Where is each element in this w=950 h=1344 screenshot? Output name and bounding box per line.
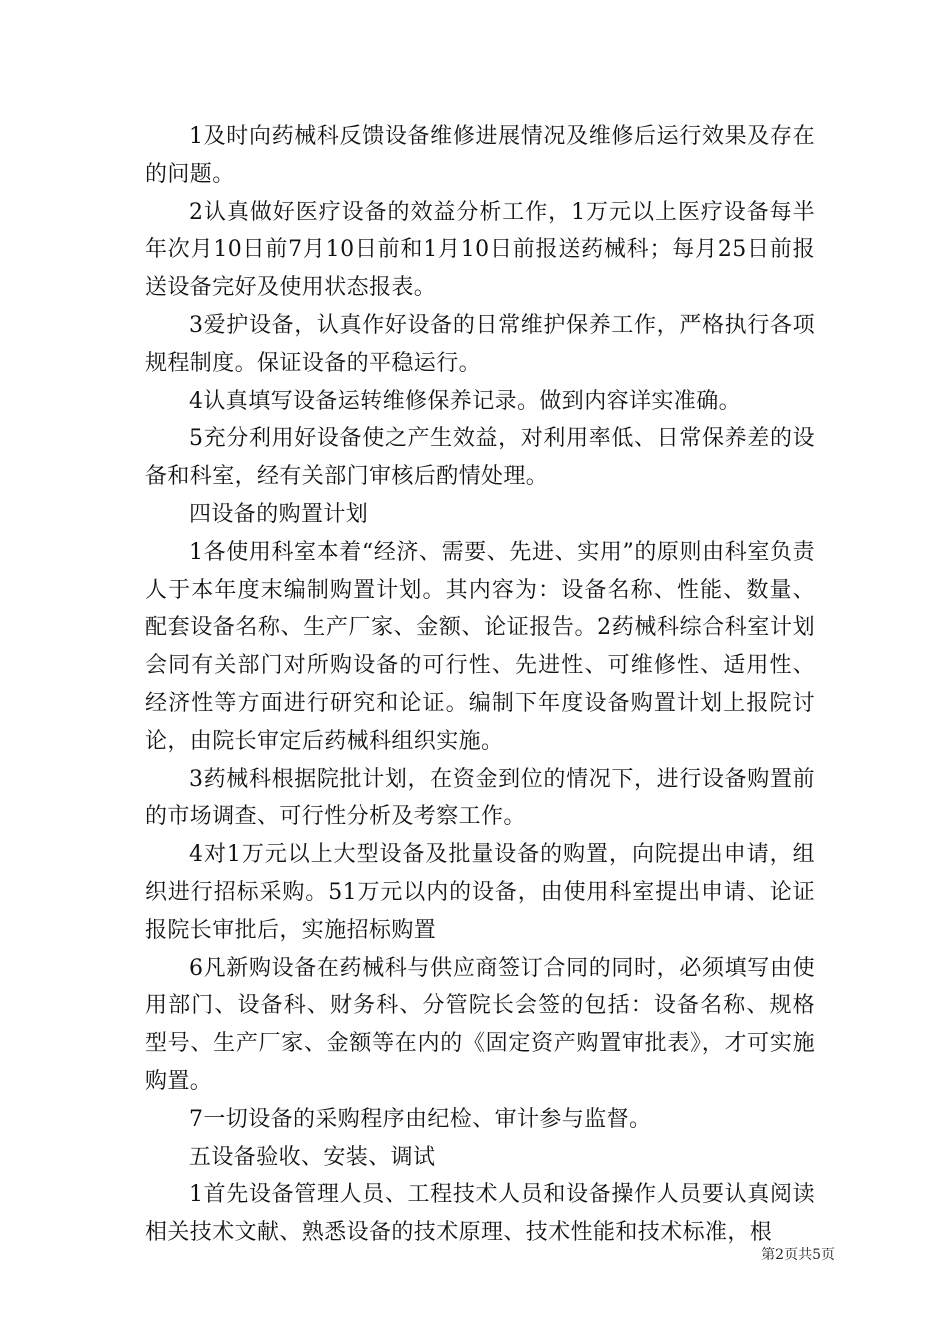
paragraph-6: 1各使用科室本着“经济、需要、先进、实用”的原则由科室负责人于本年度末编制购置计划。其内容为：设备名称、性能、数量、配套设备名称、生产厂家、金额、论证报告。2药械科综合科室计划会同有关部门对所购设备的可行性、先进性、可维修性、适用性、经济性等方面进行研究和论证。编制下年度设备购置计划上报院讨论，由院长审定后药械科组织实施。	[145, 539, 815, 754]
paragraph-10: 7一切设备的采购程序由纪检、审计参与监督。	[189, 1106, 652, 1132]
page-number: 第2页共5页	[761, 1247, 835, 1263]
paragraph-3: 3爱护设备，认真作好设备的日常维护保养工作，严格执行各项规程制度。保证设备的平稳运行。	[145, 312, 815, 376]
paragraph-2: 2认真做好医疗设备的效益分析工作，1万元以上医疗设备每半年次月10日前7月10日前和1月10日前报送药械科；每月25日前报送设备完好及使用状态报表。	[145, 199, 815, 301]
paragraph-4: 4认真填写设备运转维修保养记录。做到内容详实准确。	[189, 388, 741, 414]
paragraph-8: 4对1万元以上大型设备及批量设备的购置，向院提出申请，组织进行招标采购。51万元以内的设备，由使用科室提出申请、论证报院长审批后，实施招标购置	[145, 842, 815, 943]
section-heading-4: 四设备的购置计划	[189, 501, 369, 527]
paragraph-7: 3药械科根据院批计划，在资金到位的情况下，进行设备购置前的市场调查、可行性分析及考察工作。	[145, 766, 815, 830]
paragraph-9: 6凡新购设备在药械科与供应商签订合同的同时，必须填写由使用部门、设备科、财务科、分管院长会签的包括：设备名称、规格型号、生产厂家、金额等在内的《固定资产购置审批表》，才可实施购置。	[145, 955, 815, 1094]
paragraph-11: 1首先设备管理人员、工程技术人员和设备操作人员要认真阅读相关技术文献、熟悉设备的技术原理、技术性能和技术标准，根	[145, 1182, 815, 1246]
section-heading-5: 五设备验收、安装、调试	[189, 1144, 436, 1170]
document-body	[145, 118, 815, 1252]
paragraph-5: 5充分利用好设备使之产生效益，对利用率低、日常保养差的设备和科室，经有关部门审核后酌情处理。	[145, 426, 815, 490]
paragraph-1: 1及时向药械科反馈设备维修进展情况及维修后运行效果及存在的问题。	[145, 124, 815, 187]
